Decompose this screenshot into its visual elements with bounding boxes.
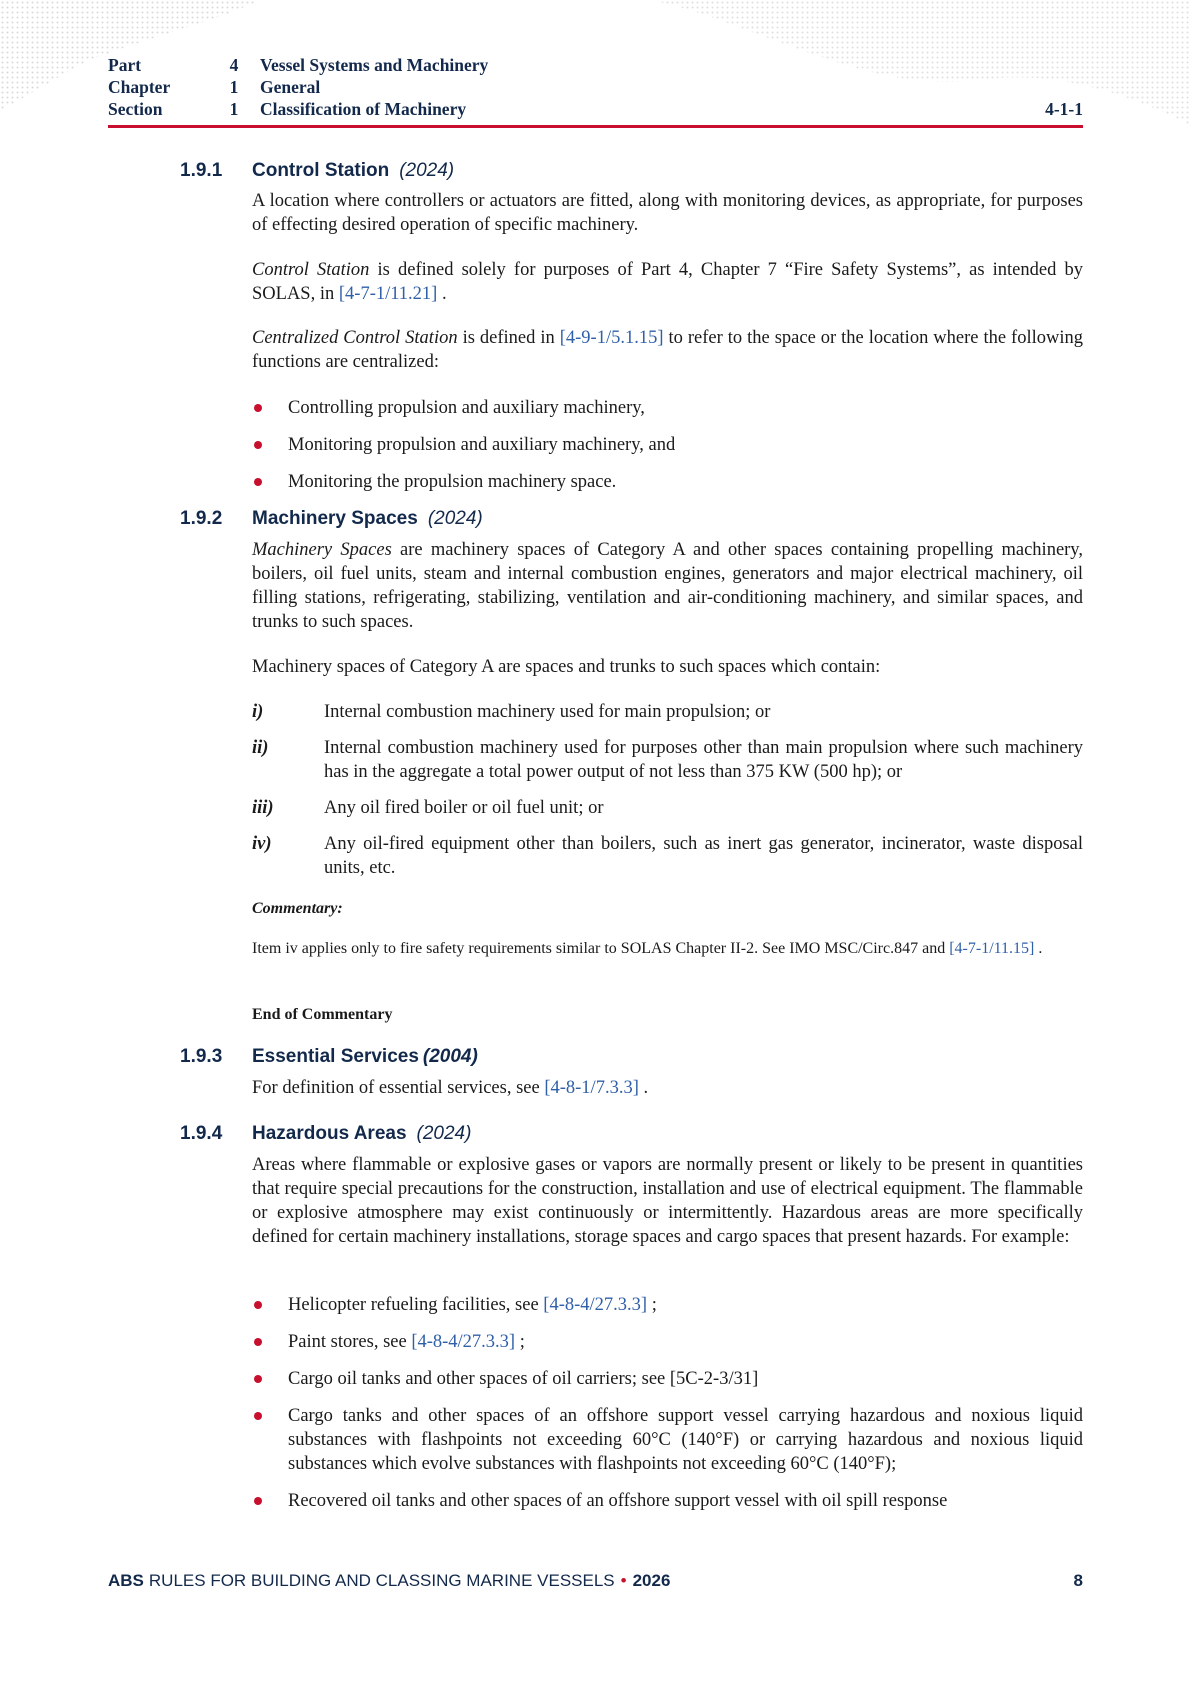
section-title: Machinery Spaces — [252, 508, 418, 529]
paragraph-text: is defined in — [457, 328, 560, 348]
bullet-item — [252, 1330, 1083, 1354]
paragraph-text: . — [638, 1078, 649, 1098]
paragraph-text: to refer to the space or the location where the following functions are centralized: — [252, 328, 1083, 372]
section-year: (2024) — [399, 160, 455, 181]
footer-title: RULES FOR BUILDING AND CLASSING MARINE VESSELS — [148, 1571, 615, 1590]
bullet-text — [288, 1293, 1083, 1317]
list-text: Any oil fired boiler or oil fuel unit; or — [324, 798, 604, 818]
header-part-title: Vessel Systems and Machinery — [260, 54, 489, 75]
footer-brand: ABS — [108, 1571, 144, 1590]
cross-reference-link[interactable]: [4-8-4/27.3.3] — [411, 1332, 516, 1352]
paragraph — [252, 258, 1083, 306]
commentary-heading: Commentary: — [252, 900, 343, 917]
list-text: Internal combustion machinery used for main propulsion; or — [324, 702, 771, 722]
section-heading — [180, 1122, 1083, 1146]
header-chapter-title: General — [260, 76, 321, 97]
bullet-text: Monitoring propulsion and auxiliary machinery, and — [288, 435, 676, 455]
header-section-title: Classification of Machinery — [260, 98, 467, 119]
bullet-text: Cargo oil tanks and other spaces of oil carriers; see [5C-2-3/31] — [288, 1369, 759, 1389]
list-marker: i) — [252, 702, 264, 722]
page-number: 8 — [1073, 1571, 1083, 1590]
header-part-number: 4 — [229, 54, 239, 75]
list-marker: ii) — [252, 738, 269, 758]
header-row-section — [108, 98, 1083, 120]
bullet-item — [252, 396, 1083, 420]
paragraph — [252, 326, 1083, 374]
bullet-item — [252, 1489, 1083, 1513]
section-year: (2024) — [427, 508, 483, 529]
section-year: (2024) — [416, 1123, 472, 1144]
bullet-item — [252, 1367, 1083, 1391]
cross-reference-link[interactable]: [4-8-1/7.3.3] — [544, 1078, 639, 1098]
bullet-text-part: ; — [647, 1295, 657, 1315]
bullet-dot-icon — [254, 478, 262, 486]
paragraph-text: are machinery spaces of Category A and other spaces containing propelling machinery, boilers, oil fuel units, steam and internal combustion engines, generators and major electrical machinery, oil filling stations, refrigerating, stabilizing, ventilation and air-conditioning machinery, and similar spaces, and trunks to such spaces. — [252, 540, 1083, 632]
list-text: Internal combustion machinery used for purposes other than main propulsion where such machinery has in the aggregate a total power output of not less than 375 KW (500 hp); or — [324, 738, 1083, 782]
bullet-text — [288, 1330, 1083, 1354]
section-number: 1.9.3 — [180, 1046, 223, 1067]
defined-term: Machinery Spaces — [252, 540, 392, 560]
header-chapter-number: 1 — [229, 76, 239, 97]
bullet-dot-icon — [254, 1412, 262, 1420]
section-heading — [180, 159, 1083, 183]
paragraph — [252, 538, 1083, 634]
section-heading — [180, 507, 1083, 531]
header-section-label: Section — [108, 98, 163, 119]
header-section-number: 1 — [229, 98, 239, 119]
bullet-text: Cargo tanks and other spaces of an offshore support vessel carrying hazardous and noxious liquid substances with flashpoints not exceeding 60°C (140°F) or carrying hazardous and noxious liquid substances which evolve substances with flashpoints not exceeding 60°C (140°F); — [288, 1406, 1083, 1474]
section-number: 1.9.4 — [180, 1123, 223, 1144]
bullet-text: Monitoring the propulsion machinery space. — [288, 472, 617, 492]
bullet-text-part: Helicopter refueling facilities, see — [288, 1295, 544, 1315]
section-title: Essential Services — [252, 1046, 419, 1067]
list-item — [252, 700, 1083, 724]
defined-term: Centralized Control Station — [252, 328, 458, 348]
section-1-9-1 — [180, 159, 1083, 183]
header-chapter-label: Chapter — [108, 76, 171, 97]
commentary-end: End of Commentary — [252, 1006, 393, 1023]
section-1-9-4 — [180, 1122, 1083, 1146]
list-marker: iv) — [252, 834, 272, 854]
bullet-text: Recovered oil tanks and other spaces of an offshore support vessel with oil spill response — [288, 1491, 948, 1511]
commentary-body: . — [1034, 940, 1043, 957]
paragraph-text: is defined solely for purposes of Part 4, Chapter 7 “Fire Safety Systems”, as intended by SOLAS, in — [252, 260, 1083, 304]
cross-reference-link[interactable]: [4-7-1/11.15] — [949, 940, 1035, 957]
bullet-text-part: ; — [515, 1332, 525, 1352]
bullet-item — [252, 1404, 1083, 1476]
cross-reference-link[interactable]: [4-7-1/11.21] — [338, 284, 438, 304]
bullet-dot-icon — [254, 1497, 262, 1505]
list-text: Any oil-fired equipment other than boilers, such as inert gas generator, incinerator, waste disposal units, etc. — [324, 834, 1083, 878]
header-row-part — [108, 54, 1083, 76]
list-item — [252, 796, 1083, 820]
header-rule — [108, 125, 1083, 128]
bullet-item — [252, 433, 1083, 457]
cross-reference-link[interactable]: [4-8-4/27.3.3] — [543, 1295, 648, 1315]
bullet-dot-icon — [254, 1375, 262, 1383]
bullet-dot-icon — [254, 1338, 262, 1346]
list-item — [252, 736, 1083, 784]
bullet-dot-icon — [254, 441, 262, 449]
bullet-dot-icon — [254, 404, 262, 412]
paragraph-text: For definition of essential services, see — [252, 1078, 545, 1098]
bullet-text: Controlling propulsion and auxiliary machinery, — [288, 398, 645, 418]
header-row-chapter — [108, 76, 1083, 98]
header-part-label: Part — [108, 54, 142, 75]
section-heading — [180, 1045, 1083, 1069]
bullet-dot-icon — [254, 1301, 262, 1309]
bullet-item — [252, 470, 1083, 494]
section-1-9-3 — [180, 1045, 1083, 1069]
paragraph: Machinery spaces of Category A are spaces and trunks to such spaces which contain: — [252, 657, 881, 677]
header-reference: 4-1-1 — [1045, 98, 1083, 119]
bullet-text-part: Paint stores, see — [288, 1332, 412, 1352]
section-1-9-2 — [180, 507, 1083, 531]
section-number: 1.9.1 — [180, 160, 223, 181]
list-item — [252, 832, 1083, 880]
running-header — [108, 54, 1083, 120]
footer-separator: • — [620, 1571, 627, 1590]
defined-term: Control Station — [252, 260, 370, 280]
paragraph: Areas where flammable or explosive gases or vapors are normally present or likely to be present in quantities that require special precautions for the construction, installation and use of electrical equipment. The flammable or explosive atmosphere may exist continuously or intermittently. Hazardous areas are more specifically defined for certain machinery installations, storage spaces and cargo spaces that present hazards. For example: — [252, 1155, 1083, 1247]
section-number: 1.9.2 — [180, 508, 223, 529]
paragraph — [252, 1076, 1083, 1100]
section-title: Hazardous Areas — [252, 1123, 407, 1144]
footer-year: 2026 — [632, 1571, 671, 1590]
section-title: Control Station — [252, 160, 390, 181]
list-marker: iii) — [252, 798, 274, 818]
commentary-body: Item iv applies only to fire safety requirements similar to SOLAS Chapter II-2. See IMO MSC/Circ.847 and — [252, 940, 950, 957]
commentary-text — [252, 938, 1083, 960]
bullet-item — [252, 1293, 1083, 1317]
section-year: (2004) — [422, 1046, 478, 1067]
paragraph-text: . — [437, 284, 447, 304]
cross-reference-link[interactable]: [4-9-1/5.1.15] — [559, 328, 664, 348]
page-footer — [108, 1571, 1083, 1591]
paragraph: A location where controllers or actuators are fitted, along with monitoring devices, as appropriate, for purposes of effecting desired operation of specific machinery. — [252, 191, 1083, 235]
